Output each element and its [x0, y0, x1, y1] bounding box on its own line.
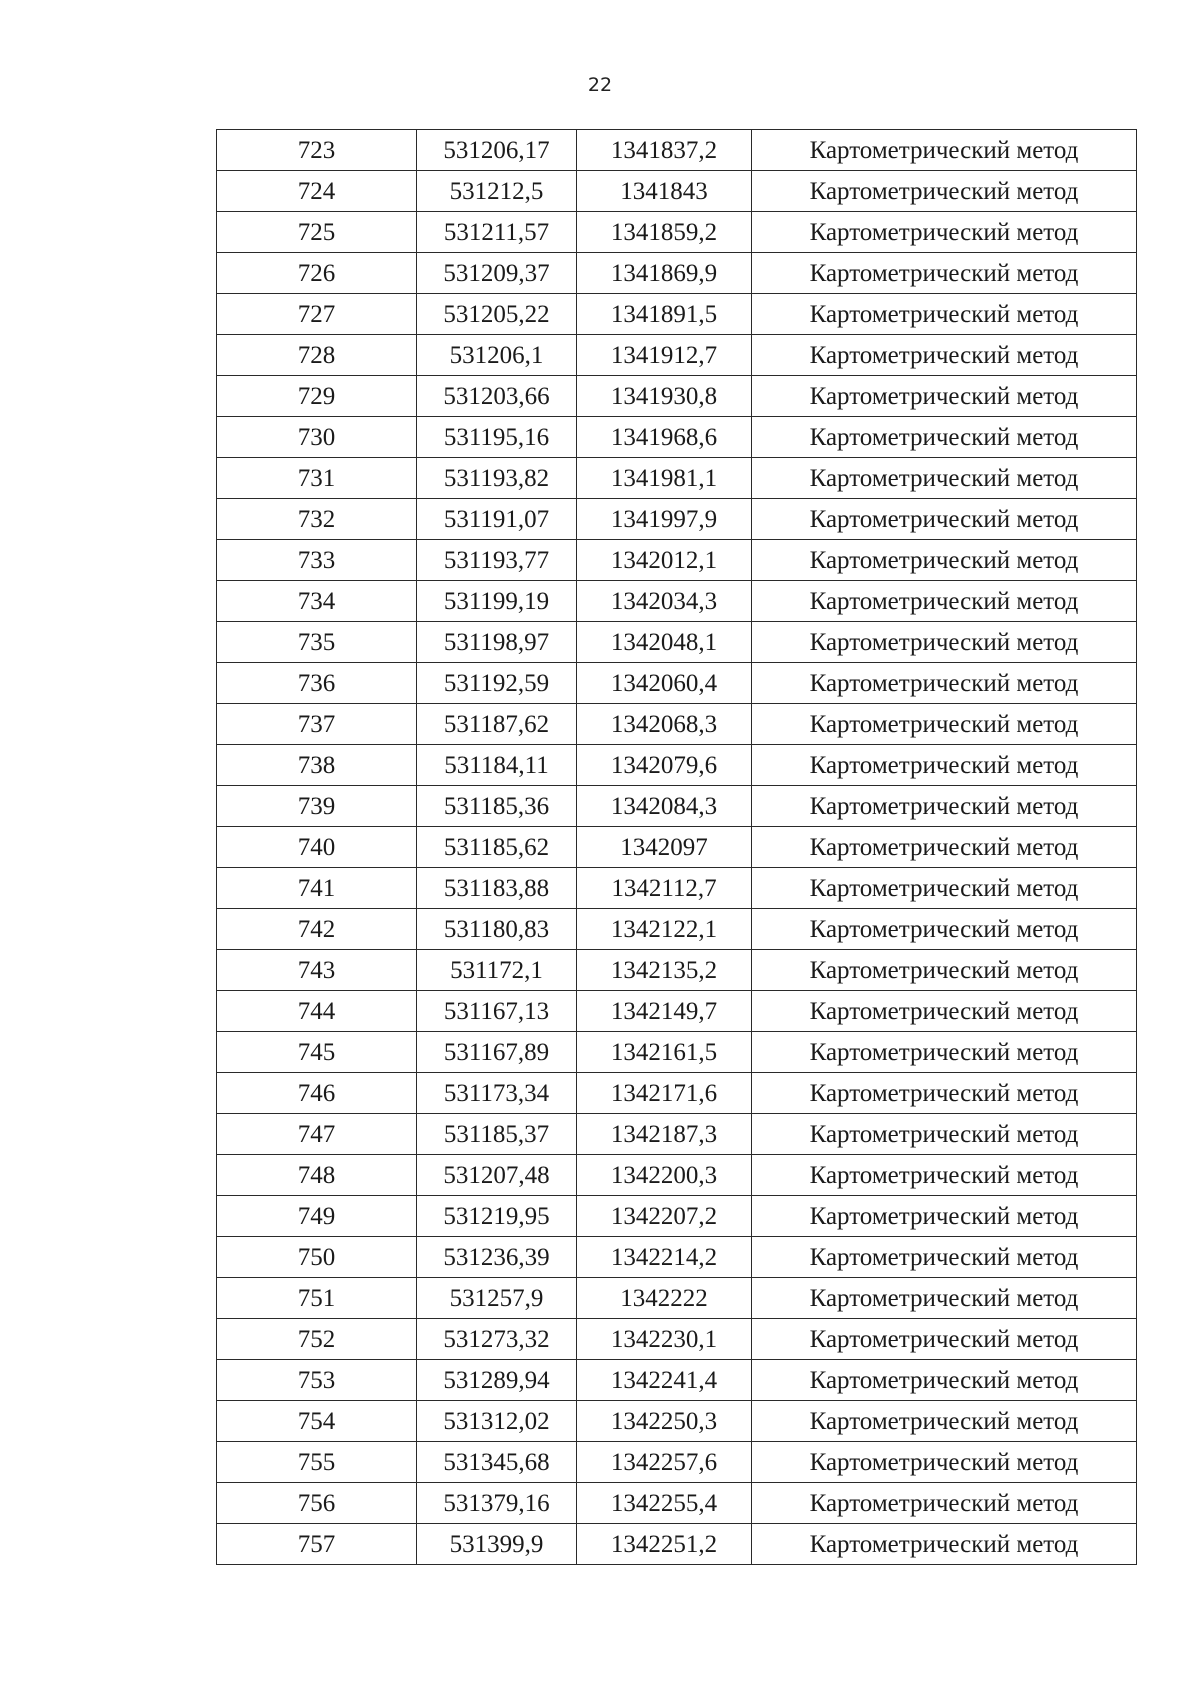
x-coordinate-cell: 531209,37	[417, 253, 577, 294]
table-row	[217, 991, 1137, 1032]
point-number-cell: 727	[217, 294, 417, 335]
method-cell: Картометрический метод	[752, 909, 1137, 950]
x-coordinate-cell: 531185,36	[417, 786, 577, 827]
point-number-cell: 755	[217, 1442, 417, 1483]
table-row	[217, 950, 1137, 991]
table-row	[217, 1483, 1137, 1524]
point-number-cell: 735	[217, 622, 417, 663]
y-coordinate-cell: 1342012,1	[577, 540, 752, 581]
x-coordinate-cell: 531219,95	[417, 1196, 577, 1237]
point-number-cell: 737	[217, 704, 417, 745]
y-coordinate-cell: 1342135,2	[577, 950, 752, 991]
x-coordinate-cell: 531206,17	[417, 130, 577, 171]
coordinates-table-body	[217, 130, 1137, 1565]
point-number-cell: 742	[217, 909, 417, 950]
table-row	[217, 581, 1137, 622]
point-number-cell: 741	[217, 868, 417, 909]
method-cell: Картометрический метод	[752, 212, 1137, 253]
method-cell: Картометрический метод	[752, 1032, 1137, 1073]
method-cell: Картометрический метод	[752, 1278, 1137, 1319]
table-row	[217, 1442, 1137, 1483]
y-coordinate-cell: 1341843	[577, 171, 752, 212]
table-row	[217, 745, 1137, 786]
point-number-cell: 725	[217, 212, 417, 253]
point-number-cell: 747	[217, 1114, 417, 1155]
point-number-cell: 746	[217, 1073, 417, 1114]
table-row	[217, 622, 1137, 663]
x-coordinate-cell: 531192,59	[417, 663, 577, 704]
point-number-cell: 748	[217, 1155, 417, 1196]
x-coordinate-cell: 531273,32	[417, 1319, 577, 1360]
method-cell: Картометрический метод	[752, 991, 1137, 1032]
table-row	[217, 212, 1137, 253]
method-cell: Картометрический метод	[752, 1319, 1137, 1360]
point-number-cell: 757	[217, 1524, 417, 1565]
y-coordinate-cell: 1342149,7	[577, 991, 752, 1032]
method-cell: Картометрический метод	[752, 458, 1137, 499]
x-coordinate-cell: 531191,07	[417, 499, 577, 540]
table-row	[217, 909, 1137, 950]
point-number-cell: 731	[217, 458, 417, 499]
x-coordinate-cell: 531379,16	[417, 1483, 577, 1524]
x-coordinate-cell: 531172,1	[417, 950, 577, 991]
point-number-cell: 729	[217, 376, 417, 417]
x-coordinate-cell: 531185,37	[417, 1114, 577, 1155]
method-cell: Картометрический метод	[752, 581, 1137, 622]
x-coordinate-cell: 531167,89	[417, 1032, 577, 1073]
x-coordinate-cell: 531167,13	[417, 991, 577, 1032]
y-coordinate-cell: 1342097	[577, 827, 752, 868]
table-row	[217, 1155, 1137, 1196]
method-cell: Картометрический метод	[752, 827, 1137, 868]
x-coordinate-cell: 531173,34	[417, 1073, 577, 1114]
point-number-cell: 750	[217, 1237, 417, 1278]
table-row	[217, 458, 1137, 499]
table-row	[217, 786, 1137, 827]
method-cell: Картометрический метод	[752, 171, 1137, 212]
point-number-cell: 752	[217, 1319, 417, 1360]
method-cell: Картометрический метод	[752, 622, 1137, 663]
x-coordinate-cell: 531199,19	[417, 581, 577, 622]
y-coordinate-cell: 1342214,2	[577, 1237, 752, 1278]
point-number-cell: 730	[217, 417, 417, 458]
x-coordinate-cell: 531205,22	[417, 294, 577, 335]
point-number-cell: 751	[217, 1278, 417, 1319]
method-cell: Картометрический метод	[752, 1114, 1137, 1155]
point-number-cell: 724	[217, 171, 417, 212]
y-coordinate-cell: 1341997,9	[577, 499, 752, 540]
y-coordinate-cell: 1342230,1	[577, 1319, 752, 1360]
x-coordinate-cell: 531180,83	[417, 909, 577, 950]
y-coordinate-cell: 1342200,3	[577, 1155, 752, 1196]
x-coordinate-cell: 531183,88	[417, 868, 577, 909]
x-coordinate-cell: 531289,94	[417, 1360, 577, 1401]
x-coordinate-cell: 531211,57	[417, 212, 577, 253]
point-number-cell: 754	[217, 1401, 417, 1442]
point-number-cell: 723	[217, 130, 417, 171]
y-coordinate-cell: 1342257,6	[577, 1442, 752, 1483]
table-row	[217, 868, 1137, 909]
table-row	[217, 1278, 1137, 1319]
y-coordinate-cell: 1342079,6	[577, 745, 752, 786]
y-coordinate-cell: 1341968,6	[577, 417, 752, 458]
point-number-cell: 726	[217, 253, 417, 294]
point-number-cell: 749	[217, 1196, 417, 1237]
method-cell: Картометрический метод	[752, 1073, 1137, 1114]
y-coordinate-cell: 1342250,3	[577, 1401, 752, 1442]
point-number-cell: 733	[217, 540, 417, 581]
method-cell: Картометрический метод	[752, 704, 1137, 745]
x-coordinate-cell: 531345,68	[417, 1442, 577, 1483]
point-number-cell: 732	[217, 499, 417, 540]
table-row	[217, 1401, 1137, 1442]
point-number-cell: 743	[217, 950, 417, 991]
method-cell: Картометрический метод	[752, 786, 1137, 827]
method-cell: Картометрический метод	[752, 1237, 1137, 1278]
table-row	[217, 335, 1137, 376]
method-cell: Картометрический метод	[752, 253, 1137, 294]
table-row	[217, 130, 1137, 171]
y-coordinate-cell: 1342112,7	[577, 868, 752, 909]
y-coordinate-cell: 1342161,5	[577, 1032, 752, 1073]
table-row	[217, 663, 1137, 704]
method-cell: Картометрический метод	[752, 294, 1137, 335]
y-coordinate-cell: 1341859,2	[577, 212, 752, 253]
x-coordinate-cell: 531203,66	[417, 376, 577, 417]
x-coordinate-cell: 531193,77	[417, 540, 577, 581]
table-row	[217, 1114, 1137, 1155]
table-row	[217, 1524, 1137, 1565]
method-cell: Картометрический метод	[752, 868, 1137, 909]
x-coordinate-cell: 531187,62	[417, 704, 577, 745]
table-row	[217, 376, 1137, 417]
method-cell: Картометрический метод	[752, 1524, 1137, 1565]
x-coordinate-cell: 531399,9	[417, 1524, 577, 1565]
table-row	[217, 827, 1137, 868]
y-coordinate-cell: 1342251,2	[577, 1524, 752, 1565]
table-row	[217, 1237, 1137, 1278]
table-row	[217, 1073, 1137, 1114]
table-row	[217, 1196, 1137, 1237]
y-coordinate-cell: 1342034,3	[577, 581, 752, 622]
x-coordinate-cell: 531257,9	[417, 1278, 577, 1319]
y-coordinate-cell: 1342068,3	[577, 704, 752, 745]
x-coordinate-cell: 531207,48	[417, 1155, 577, 1196]
method-cell: Картометрический метод	[752, 1483, 1137, 1524]
method-cell: Картометрический метод	[752, 745, 1137, 786]
y-coordinate-cell: 1342241,4	[577, 1360, 752, 1401]
method-cell: Картометрический метод	[752, 417, 1137, 458]
x-coordinate-cell: 531185,62	[417, 827, 577, 868]
method-cell: Картометрический метод	[752, 499, 1137, 540]
x-coordinate-cell: 531206,1	[417, 335, 577, 376]
method-cell: Картометрический метод	[752, 335, 1137, 376]
table-row	[217, 704, 1137, 745]
y-coordinate-cell: 1342222	[577, 1278, 752, 1319]
method-cell: Картометрический метод	[752, 1442, 1137, 1483]
point-number-cell: 728	[217, 335, 417, 376]
page-number: 22	[587, 74, 613, 96]
x-coordinate-cell: 531184,11	[417, 745, 577, 786]
y-coordinate-cell: 1342255,4	[577, 1483, 752, 1524]
method-cell: Картометрический метод	[752, 130, 1137, 171]
method-cell: Картометрический метод	[752, 1360, 1137, 1401]
table-row	[217, 253, 1137, 294]
x-coordinate-cell: 531195,16	[417, 417, 577, 458]
x-coordinate-cell: 531198,97	[417, 622, 577, 663]
method-cell: Картометрический метод	[752, 950, 1137, 991]
y-coordinate-cell: 1342171,6	[577, 1073, 752, 1114]
point-number-cell: 738	[217, 745, 417, 786]
y-coordinate-cell: 1342187,3	[577, 1114, 752, 1155]
y-coordinate-cell: 1342060,4	[577, 663, 752, 704]
y-coordinate-cell: 1341912,7	[577, 335, 752, 376]
point-number-cell: 753	[217, 1360, 417, 1401]
table-row	[217, 1360, 1137, 1401]
y-coordinate-cell: 1341981,1	[577, 458, 752, 499]
y-coordinate-cell: 1342207,2	[577, 1196, 752, 1237]
table-row	[217, 294, 1137, 335]
y-coordinate-cell: 1341869,9	[577, 253, 752, 294]
method-cell: Картометрический метод	[752, 663, 1137, 704]
coordinates-table	[216, 129, 1137, 1565]
y-coordinate-cell: 1342048,1	[577, 622, 752, 663]
x-coordinate-cell: 531212,5	[417, 171, 577, 212]
y-coordinate-cell: 1341930,8	[577, 376, 752, 417]
point-number-cell: 736	[217, 663, 417, 704]
point-number-cell: 745	[217, 1032, 417, 1073]
x-coordinate-cell: 531193,82	[417, 458, 577, 499]
table-row	[217, 540, 1137, 581]
method-cell: Картометрический метод	[752, 376, 1137, 417]
table-row	[217, 1319, 1137, 1360]
y-coordinate-cell: 1341891,5	[577, 294, 752, 335]
y-coordinate-cell: 1341837,2	[577, 130, 752, 171]
point-number-cell: 740	[217, 827, 417, 868]
table-row	[217, 171, 1137, 212]
method-cell: Картометрический метод	[752, 1196, 1137, 1237]
y-coordinate-cell: 1342122,1	[577, 909, 752, 950]
x-coordinate-cell: 531236,39	[417, 1237, 577, 1278]
point-number-cell: 744	[217, 991, 417, 1032]
method-cell: Картометрический метод	[752, 1401, 1137, 1442]
x-coordinate-cell: 531312,02	[417, 1401, 577, 1442]
table-row	[217, 499, 1137, 540]
table-row	[217, 417, 1137, 458]
point-number-cell: 756	[217, 1483, 417, 1524]
method-cell: Картометрический метод	[752, 1155, 1137, 1196]
point-number-cell: 739	[217, 786, 417, 827]
method-cell: Картометрический метод	[752, 540, 1137, 581]
point-number-cell: 734	[217, 581, 417, 622]
table-row	[217, 1032, 1137, 1073]
y-coordinate-cell: 1342084,3	[577, 786, 752, 827]
